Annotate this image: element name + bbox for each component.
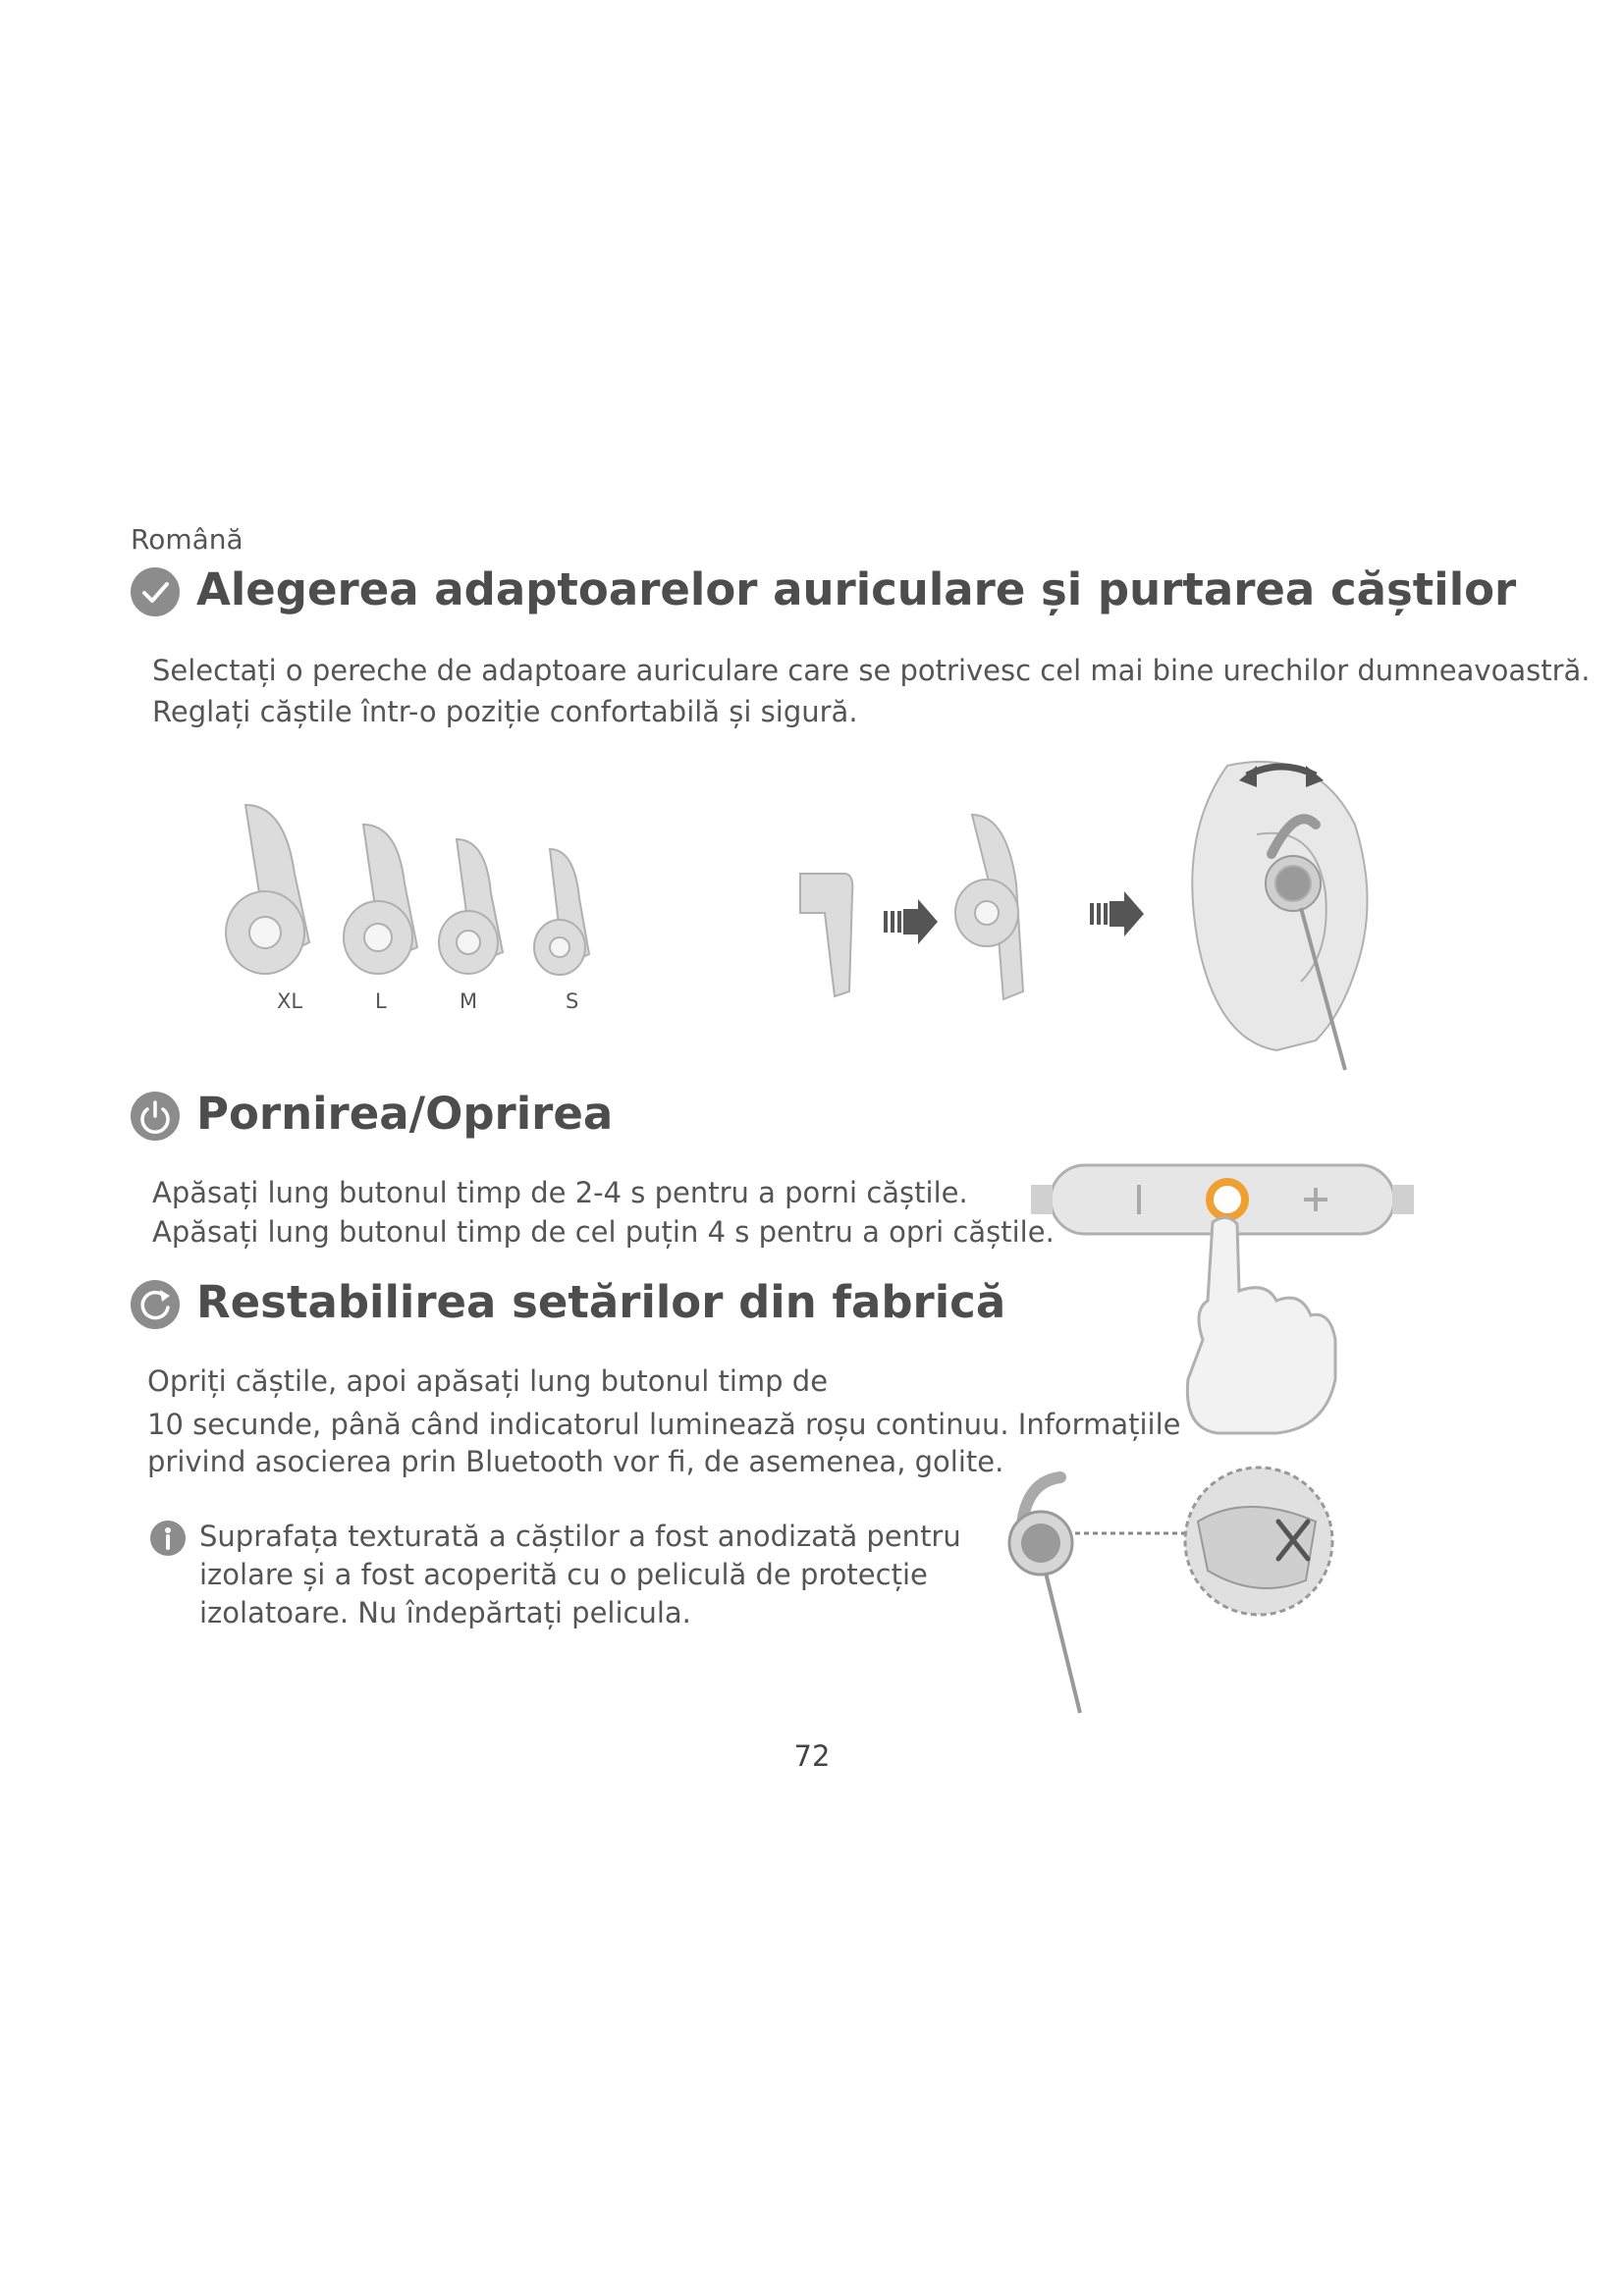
power-line-2: Apăsați lung butonul timp de cel puțin 4 s pentru a opri căștile. — [152, 1215, 1055, 1249]
reset-icon — [131, 1280, 180, 1329]
ear-tips-illustration — [216, 785, 628, 1001]
reset-line-1: Opriți căștile, apoi apăsați lung butonul timp de — [147, 1364, 829, 1398]
size-label-m: M — [460, 989, 478, 1013]
power-icon — [131, 1092, 180, 1141]
note-line-1: Suprafața texturată a căștilor a fost anodizată pentru — [199, 1520, 961, 1553]
section-title-power: Pornirea/Oprirea — [196, 1088, 614, 1140]
reset-line-2: 10 secunde, până când indicatorul luminează roșu continuu. Informațiile — [147, 1408, 1181, 1441]
size-label-xl: XL — [277, 989, 303, 1013]
info-icon — [150, 1521, 186, 1556]
note-line-2: izolare și a fost acoperită cu o peliculă de protecție — [199, 1558, 928, 1591]
section-title-wearing: Alegerea adaptoarelor auriculare și purtarea căștilor — [196, 563, 1517, 615]
section-title-reset: Restabilirea setărilor din fabrică — [196, 1276, 1006, 1328]
size-label-l: L — [375, 989, 387, 1013]
language-label: Română — [131, 523, 244, 556]
check-icon — [131, 567, 180, 616]
page-number: 72 — [793, 1739, 831, 1773]
size-label-s: S — [566, 989, 579, 1013]
controller-illustration — [1031, 1144, 1424, 1438]
wearing-steps-illustration — [766, 746, 1414, 1080]
power-line-1: Apăsați lung butonul timp de 2-4 s pentru a porni căștile. — [152, 1176, 968, 1209]
note-line-3: izolatoare. Nu îndepărtați pelicula. — [199, 1596, 691, 1629]
reset-line-3: privind asocierea prin Bluetooth vor fi, de asemenea, golite. — [147, 1445, 1004, 1478]
wearing-line-2: Reglați căștile într-o poziție confortabilă și sigură. — [152, 695, 858, 728]
wearing-line-1: Selectați o pereche de adaptoare auriculare care se potrivesc cel mai bine urechilor dumneavoastră. — [152, 654, 1591, 687]
film-warning-illustration — [992, 1463, 1365, 1728]
